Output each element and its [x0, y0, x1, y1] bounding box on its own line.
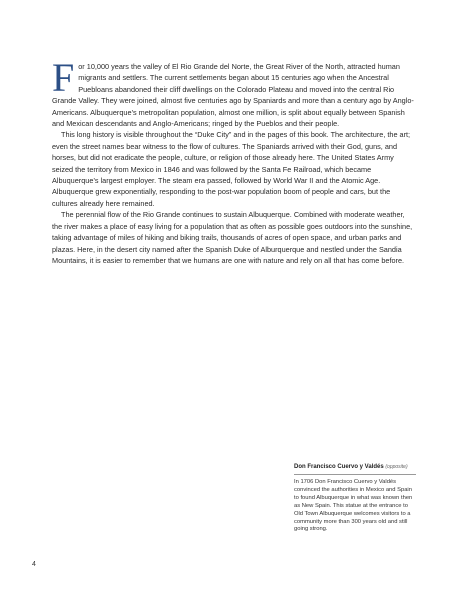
paragraph-2: This long history is visible throughout the “Duke City” and in the pages of this book. The architecture, the art; even the street names bear witness to the flow of cultures. The Spaniards arrived with their God, guns, and horses, but did not eradicate the people, culture, or religion of those already here. The United States Army seized the territory from Mexico in 1846 and was followed by the Santa Fe Railroad, which became Albuquerque’s largest employer. The steam era passed, followed by World War II and the Atomic Age. Albuquerque grew exponentially, responding to the post-war population boom of people and cars, but the cultures already here remained.	[52, 130, 411, 208]
caption-title-text: Don Francisco Cuervo y Valdés	[294, 464, 384, 470]
paragraph-3: The perennial flow of the Rio Grande continues to sustain Albuquerque. Combined with moderate weather, the river makes a place of easy living for a population that as often as possible goes outdoors into the sunshine, taking advantage of miles of hiking and biking trails, thousands of acres of open space, and urban parks and plazas. Here, in the desert city named after the Spanish Duke of Alburquerque and nestled under the Sandia Mountains, it is easier to remember that we humans are one with nature and rely on all that has come before.	[52, 210, 413, 265]
main-body-text	[52, 55, 414, 266]
photo-caption	[294, 463, 416, 534]
paragraph-1	[52, 55, 414, 129]
caption-title	[294, 463, 416, 471]
caption-text: In 1706 Don Francisco Cuervo y Valdés convinced the authorities in Mexico and Spain to found Albuquerque in what was known then as New Spain. This statue at the entrance to Old Town Albuquerque welcomes visitors to a community more than 300 years old and still going strong.	[294, 479, 413, 533]
drop-cap: F	[52, 55, 75, 100]
caption-divider	[294, 474, 416, 475]
paragraph-1-text: or 10,000 years the valley of El Rio Grande del Norte, the Great River of the North, attracted human migrants and settlers. The current settlements began about 15 centuries ago when the Ancestral Puebloans abandoned their cliff dwellings on the Colorado Plateau and moved into the central Rio Grande Valley. They were joined, almost five centuries ago by Spaniards and more than a century ago by Anglo-Americans. Albuquerque’s metropolitan population, almost one million, is split about equally between Spanish and Mexican descendants and Anglo-Americans; ringed by the Pueblos and their people.	[52, 62, 414, 129]
caption-title-note: (opposite)	[385, 464, 408, 470]
page-number: 4	[32, 561, 36, 568]
